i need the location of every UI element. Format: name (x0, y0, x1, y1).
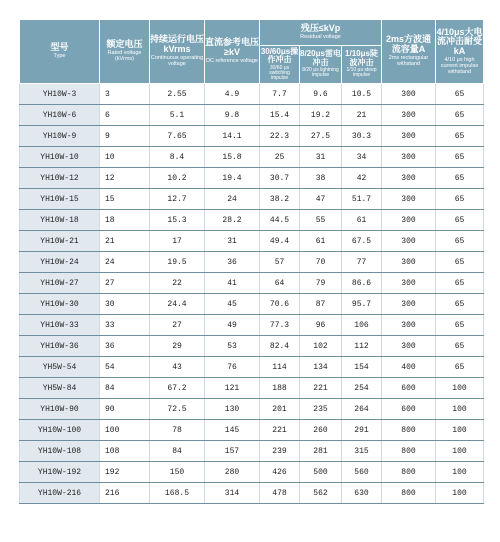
cell-steep-impulse: 95.7 (342, 294, 382, 315)
cell-2ms-withstand: 300 (382, 147, 436, 168)
cell-rated-voltage: 3 (100, 84, 150, 105)
cell-type: YH10W-27 (20, 273, 100, 294)
cell-dc-reference: 9.8 (205, 105, 260, 126)
cell-type: YH10W-21 (20, 231, 100, 252)
cell-steep-impulse: 106 (342, 315, 382, 336)
cell-2ms-withstand: 300 (382, 126, 436, 147)
cell-rated-voltage: 21 (100, 231, 150, 252)
cell-high-current-withstand: 65 (436, 168, 484, 189)
table-body (20, 84, 484, 504)
cell-switching-impulse: 44.5 (260, 210, 300, 231)
cell-lightning-impulse: 260 (300, 420, 342, 441)
cell-switching-impulse: 201 (260, 399, 300, 420)
cell-type: YH10W-12 (20, 168, 100, 189)
header-continuous-voltage: 持续运行电压kVrms Continuous operating voltage (150, 20, 205, 84)
cell-high-current-withstand: 65 (436, 147, 484, 168)
cell-type: YH10W-90 (20, 399, 100, 420)
cell-dc-reference: 24 (205, 189, 260, 210)
cell-high-current-withstand: 65 (436, 126, 484, 147)
cell-2ms-withstand: 300 (382, 84, 436, 105)
cell-steep-impulse: 21 (342, 105, 382, 126)
cell-dc-reference: 14.1 (205, 126, 260, 147)
cell-2ms-withstand: 800 (382, 483, 436, 504)
cell-dc-reference: 130 (205, 399, 260, 420)
cell-high-current-withstand: 65 (436, 210, 484, 231)
cell-type: YH10W-108 (20, 441, 100, 462)
table-row (20, 273, 484, 294)
cell-high-current-withstand: 100 (436, 399, 484, 420)
table-row (20, 294, 484, 315)
cell-type: YH10W-30 (20, 294, 100, 315)
cell-type: YH10W-100 (20, 420, 100, 441)
header-rated-voltage: 额定电压 Rated voltage (kVrms) (100, 20, 150, 84)
cell-rated-voltage: 108 (100, 441, 150, 462)
cell-switching-impulse: 221 (260, 420, 300, 441)
cell-high-current-withstand: 65 (436, 231, 484, 252)
cell-type: YH10W-6 (20, 105, 100, 126)
cell-continuous-voltage: 72.5 (150, 399, 205, 420)
cell-dc-reference: 157 (205, 441, 260, 462)
cell-steep-impulse: 34 (342, 147, 382, 168)
cell-type: YH10W-24 (20, 252, 100, 273)
cell-continuous-voltage: 24.4 (150, 294, 205, 315)
cell-steep-impulse: 112 (342, 336, 382, 357)
header-high-current-withstand: 4/10μs大电流冲击耐受kA 4/10 μs high current impulse withstand (436, 20, 484, 84)
cell-type: YH10W-15 (20, 189, 100, 210)
cell-high-current-withstand: 65 (436, 252, 484, 273)
cell-rated-voltage: 27 (100, 273, 150, 294)
table-row (20, 126, 484, 147)
cell-type: YH10W-216 (20, 483, 100, 504)
cell-2ms-withstand: 300 (382, 210, 436, 231)
cell-dc-reference: 145 (205, 420, 260, 441)
header-steep-impulse: 1/10μs陡波冲击 1/10 μs steep impulse (342, 46, 382, 84)
cell-switching-impulse: 188 (260, 378, 300, 399)
cell-lightning-impulse: 9.6 (300, 84, 342, 105)
cell-switching-impulse: 25 (260, 147, 300, 168)
cell-rated-voltage: 36 (100, 336, 150, 357)
cell-high-current-withstand: 65 (436, 315, 484, 336)
cell-continuous-voltage: 5.1 (150, 105, 205, 126)
cell-2ms-withstand: 300 (382, 336, 436, 357)
cell-2ms-withstand: 600 (382, 378, 436, 399)
cell-switching-impulse: 7.7 (260, 84, 300, 105)
cell-lightning-impulse: 235 (300, 399, 342, 420)
cell-rated-voltage: 30 (100, 294, 150, 315)
cell-type: YH5W-54 (20, 357, 100, 378)
cell-dc-reference: 19.4 (205, 168, 260, 189)
cell-continuous-voltage: 19.5 (150, 252, 205, 273)
cell-switching-impulse: 77.3 (260, 315, 300, 336)
cell-steep-impulse: 630 (342, 483, 382, 504)
cell-steep-impulse: 10.5 (342, 84, 382, 105)
cell-rated-voltage: 54 (100, 357, 150, 378)
cell-rated-voltage: 9 (100, 126, 150, 147)
cell-lightning-impulse: 70 (300, 252, 342, 273)
cell-dc-reference: 49 (205, 315, 260, 336)
cell-switching-impulse: 15.4 (260, 105, 300, 126)
cell-type: YH5W-84 (20, 378, 100, 399)
cell-high-current-withstand: 65 (436, 84, 484, 105)
cell-steep-impulse: 86.6 (342, 273, 382, 294)
cell-dc-reference: 28.2 (205, 210, 260, 231)
cell-rated-voltage: 216 (100, 483, 150, 504)
cell-2ms-withstand: 800 (382, 441, 436, 462)
cell-high-current-withstand: 65 (436, 189, 484, 210)
cell-rated-voltage: 10 (100, 147, 150, 168)
cell-2ms-withstand: 300 (382, 252, 436, 273)
cell-dc-reference: 45 (205, 294, 260, 315)
cell-lightning-impulse: 134 (300, 357, 342, 378)
cell-rated-voltage: 100 (100, 420, 150, 441)
cell-high-current-withstand: 100 (436, 462, 484, 483)
table-row (20, 357, 484, 378)
table-row (20, 210, 484, 231)
header-type: 型号 Type (20, 20, 100, 84)
cell-continuous-voltage: 17 (150, 231, 205, 252)
cell-steep-impulse: 291 (342, 420, 382, 441)
cell-steep-impulse: 254 (342, 378, 382, 399)
cell-lightning-impulse: 27.5 (300, 126, 342, 147)
cell-high-current-withstand: 100 (436, 420, 484, 441)
cell-dc-reference: 31 (205, 231, 260, 252)
cell-lightning-impulse: 79 (300, 273, 342, 294)
arrester-spec-table (19, 19, 484, 504)
table-row (20, 441, 484, 462)
cell-dc-reference: 76 (205, 357, 260, 378)
table-row (20, 84, 484, 105)
cell-lightning-impulse: 47 (300, 189, 342, 210)
cell-steep-impulse: 77 (342, 252, 382, 273)
cell-rated-voltage: 84 (100, 378, 150, 399)
cell-rated-voltage: 24 (100, 252, 150, 273)
cell-2ms-withstand: 600 (382, 399, 436, 420)
cell-continuous-voltage: 12.7 (150, 189, 205, 210)
cell-lightning-impulse: 500 (300, 462, 342, 483)
cell-high-current-withstand: 100 (436, 483, 484, 504)
cell-continuous-voltage: 29 (150, 336, 205, 357)
cell-switching-impulse: 22.3 (260, 126, 300, 147)
cell-2ms-withstand: 300 (382, 273, 436, 294)
spec-table-container (19, 19, 483, 504)
table-row (20, 378, 484, 399)
cell-steep-impulse: 42 (342, 168, 382, 189)
cell-steep-impulse: 560 (342, 462, 382, 483)
cell-switching-impulse: 426 (260, 462, 300, 483)
cell-high-current-withstand: 65 (436, 357, 484, 378)
cell-continuous-voltage: 8.4 (150, 147, 205, 168)
header-lightning-impulse: 8/20μs雷电冲击 8/20 μs lightning impulse (300, 46, 342, 84)
cell-2ms-withstand: 800 (382, 420, 436, 441)
cell-switching-impulse: 57 (260, 252, 300, 273)
cell-steep-impulse: 264 (342, 399, 382, 420)
header-residual-voltage: 残压≤kVp Residual voltage (260, 20, 382, 46)
cell-type: YH10W-33 (20, 315, 100, 336)
cell-steep-impulse: 315 (342, 441, 382, 462)
cell-rated-voltage: 15 (100, 189, 150, 210)
cell-steep-impulse: 51.7 (342, 189, 382, 210)
cell-switching-impulse: 478 (260, 483, 300, 504)
cell-lightning-impulse: 281 (300, 441, 342, 462)
cell-lightning-impulse: 31 (300, 147, 342, 168)
table-row (20, 105, 484, 126)
cell-switching-impulse: 70.6 (260, 294, 300, 315)
cell-continuous-voltage: 10.2 (150, 168, 205, 189)
cell-continuous-voltage: 43 (150, 357, 205, 378)
table-row (20, 252, 484, 273)
cell-rated-voltage: 12 (100, 168, 150, 189)
cell-continuous-voltage: 78 (150, 420, 205, 441)
cell-switching-impulse: 114 (260, 357, 300, 378)
table-row (20, 420, 484, 441)
cell-2ms-withstand: 300 (382, 168, 436, 189)
cell-lightning-impulse: 221 (300, 378, 342, 399)
cell-continuous-voltage: 67.2 (150, 378, 205, 399)
table-row (20, 336, 484, 357)
cell-continuous-voltage: 84 (150, 441, 205, 462)
cell-continuous-voltage: 7.65 (150, 126, 205, 147)
cell-steep-impulse: 30.3 (342, 126, 382, 147)
cell-dc-reference: 36 (205, 252, 260, 273)
table-row (20, 189, 484, 210)
cell-steep-impulse: 154 (342, 357, 382, 378)
cell-steep-impulse: 61 (342, 210, 382, 231)
cell-dc-reference: 121 (205, 378, 260, 399)
table-row (20, 147, 484, 168)
cell-2ms-withstand: 300 (382, 294, 436, 315)
cell-high-current-withstand: 65 (436, 336, 484, 357)
cell-switching-impulse: 30.7 (260, 168, 300, 189)
cell-steep-impulse: 67.5 (342, 231, 382, 252)
cell-rated-voltage: 18 (100, 210, 150, 231)
cell-high-current-withstand: 100 (436, 441, 484, 462)
cell-lightning-impulse: 87 (300, 294, 342, 315)
cell-continuous-voltage: 15.3 (150, 210, 205, 231)
cell-switching-impulse: 82.4 (260, 336, 300, 357)
cell-rated-voltage: 6 (100, 105, 150, 126)
cell-lightning-impulse: 562 (300, 483, 342, 504)
cell-rated-voltage: 90 (100, 399, 150, 420)
cell-continuous-voltage: 150 (150, 462, 205, 483)
cell-dc-reference: 280 (205, 462, 260, 483)
header-2ms-withstand: 2ms方波通流容量A 2ms rectangular withstand (382, 20, 436, 84)
cell-2ms-withstand: 300 (382, 231, 436, 252)
cell-continuous-voltage: 22 (150, 273, 205, 294)
cell-type: YH10W-3 (20, 84, 100, 105)
cell-rated-voltage: 192 (100, 462, 150, 483)
cell-2ms-withstand: 300 (382, 105, 436, 126)
cell-high-current-withstand: 65 (436, 294, 484, 315)
cell-lightning-impulse: 38 (300, 168, 342, 189)
cell-type: YH10W-18 (20, 210, 100, 231)
table-row (20, 231, 484, 252)
table-row (20, 315, 484, 336)
cell-lightning-impulse: 61 (300, 231, 342, 252)
cell-high-current-withstand: 65 (436, 105, 484, 126)
cell-2ms-withstand: 800 (382, 462, 436, 483)
cell-switching-impulse: 239 (260, 441, 300, 462)
cell-type: YH10W-36 (20, 336, 100, 357)
cell-continuous-voltage: 2.55 (150, 84, 205, 105)
table-row (20, 462, 484, 483)
header-switching-impulse: 30/60μs操作冲击 30/60 μs switching impulse (260, 46, 300, 84)
cell-2ms-withstand: 300 (382, 315, 436, 336)
cell-dc-reference: 4.9 (205, 84, 260, 105)
cell-switching-impulse: 64 (260, 273, 300, 294)
cell-high-current-withstand: 65 (436, 273, 484, 294)
cell-rated-voltage: 33 (100, 315, 150, 336)
table-row (20, 168, 484, 189)
cell-type: YH10W-10 (20, 147, 100, 168)
cell-type: YH10W-9 (20, 126, 100, 147)
cell-dc-reference: 15.8 (205, 147, 260, 168)
cell-switching-impulse: 38.2 (260, 189, 300, 210)
cell-2ms-withstand: 400 (382, 357, 436, 378)
cell-continuous-voltage: 27 (150, 315, 205, 336)
cell-2ms-withstand: 300 (382, 189, 436, 210)
header-dc-reference: 直流参考电压≥kV DC reference voltage (205, 20, 260, 84)
cell-lightning-impulse: 55 (300, 210, 342, 231)
cell-dc-reference: 53 (205, 336, 260, 357)
cell-dc-reference: 314 (205, 483, 260, 504)
cell-lightning-impulse: 102 (300, 336, 342, 357)
cell-type: YH10W-192 (20, 462, 100, 483)
cell-continuous-voltage: 168.5 (150, 483, 205, 504)
table-row (20, 399, 484, 420)
table-row (20, 483, 484, 504)
cell-lightning-impulse: 96 (300, 315, 342, 336)
cell-switching-impulse: 49.4 (260, 231, 300, 252)
cell-high-current-withstand: 100 (436, 378, 484, 399)
cell-lightning-impulse: 19.2 (300, 105, 342, 126)
cell-dc-reference: 41 (205, 273, 260, 294)
